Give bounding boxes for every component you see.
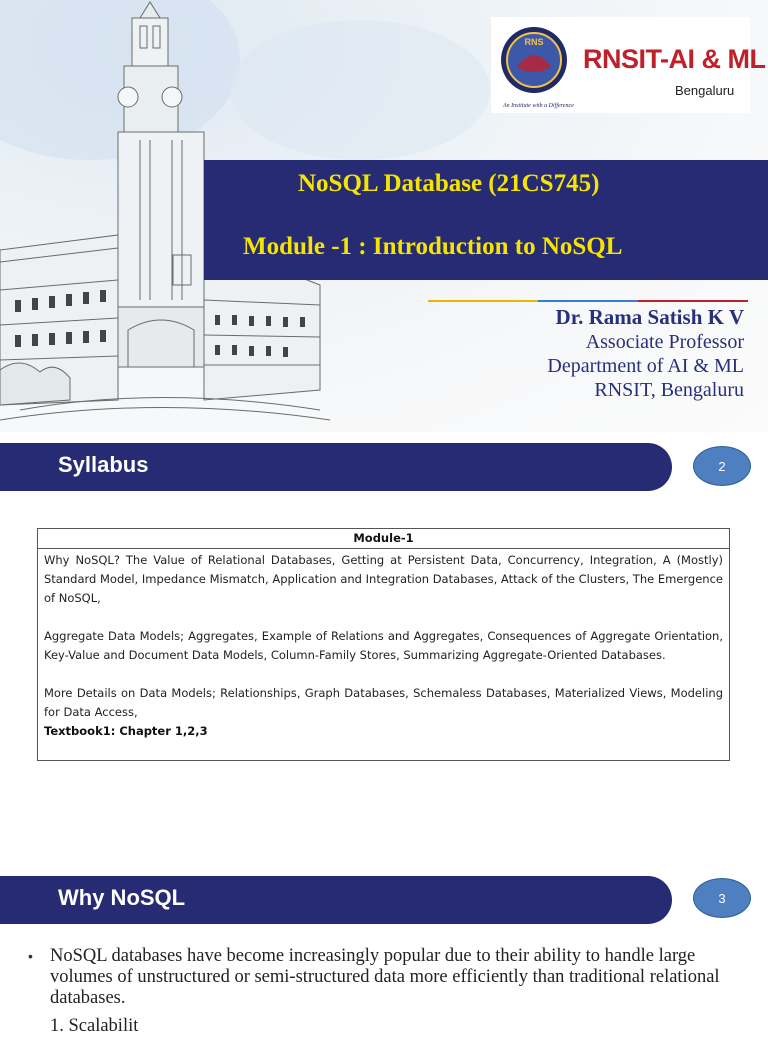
accent-divider (428, 300, 748, 302)
textbook-reference: Textbook1: Chapter 1,2,3 (44, 724, 208, 738)
institute-emblem-icon (499, 25, 569, 95)
bullet-icon: • (28, 948, 33, 964)
page-number-badge: 2 (693, 446, 751, 486)
author-department: Department of AI & ML (547, 355, 744, 377)
course-title: NoSQL Database (21CS745) (298, 170, 600, 197)
syllabus-header-bar (0, 443, 672, 491)
brand-tagline: An Institute with a Difference (503, 103, 574, 109)
author-name: Dr. Rama Satish K V (555, 305, 744, 329)
brand-city: Bengaluru (675, 83, 735, 98)
author-designation: Associate Professor (585, 331, 744, 353)
svg-text:RNS: RNS (524, 37, 544, 47)
bullet-list (28, 946, 728, 1009)
syllabus-paragraph: Why NoSQL? The Value of Relational Databases, Getting at Persistent Data, Concurrency, Integration, A (Mostly) Standard Model, Impedance Mismatch, Application and Integration Databases, Attack of the Clusters, The Emergence of NoSQL, (44, 553, 723, 605)
why-nosql-heading: Why NoSQL (58, 885, 186, 910)
brand-name: RNSIT-AI & ML (583, 44, 766, 74)
page-number-badge: 3 (693, 878, 751, 918)
table-body (38, 549, 729, 741)
author-institute: RNSIT, Bengaluru (594, 379, 744, 401)
author-block (547, 304, 744, 402)
syllabus-heading: Syllabus (58, 452, 149, 477)
partial-list-item: 1. Scalabilit (50, 1016, 139, 1036)
institute-logo (491, 17, 766, 113)
module-title: Module -1 : Introduction to NoSQL (243, 233, 623, 260)
bullet-text: NoSQL databases have become increasingly popular due to their ability to handle large volumes of unstructured or semi-structured data more efficiently than traditional relational databases. (50, 946, 720, 1008)
syllabus-paragraph: Aggregate Data Models; Aggregates, Example of Relations and Aggregates, Consequences of Aggregate Orientation, Key-Value and Document Data Models, Column-Family Stores, Summarizing Aggregate-Oriented Databases. (44, 629, 723, 662)
why-nosql-header-bar (0, 876, 672, 924)
syllabus-table (37, 528, 730, 761)
table-heading: Module-1 (38, 529, 729, 549)
syllabus-paragraph: More Details on Data Models; Relationships, Graph Databases, Schemaless Databases, Materialized Views, Modeling for Data Access, (44, 686, 723, 719)
title-slide (0, 0, 768, 432)
